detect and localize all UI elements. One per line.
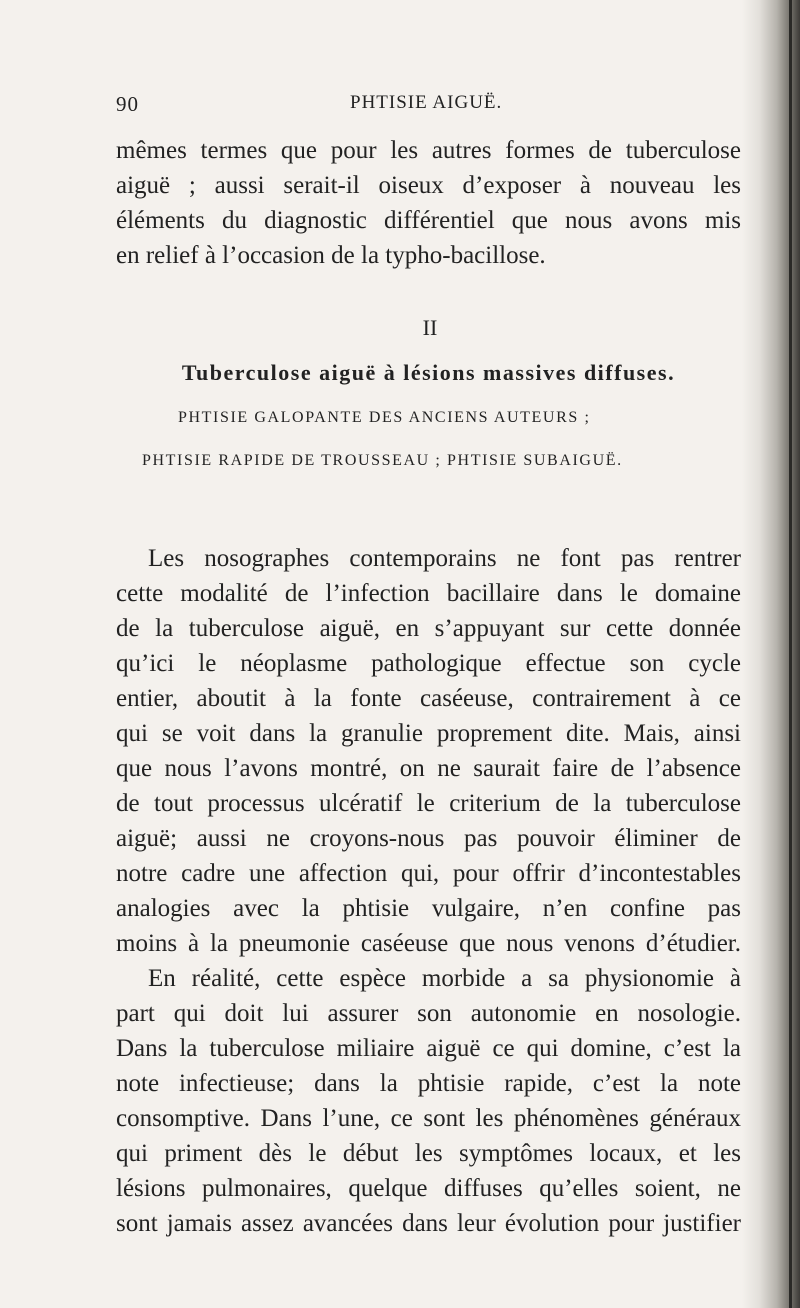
text-line: notre cadre une affection qui, pour offrir d’incontestables — [116, 860, 741, 887]
text-line: qui priment dès le début les symptômes locaux, et les — [116, 1140, 741, 1167]
section-number: II — [422, 315, 438, 340]
text-line: aiguë ; aussi serait-il oiseux d’exposer à nouveau les — [116, 172, 741, 199]
page-number: 90 — [116, 92, 139, 116]
text-line: En réalité, cette espèce morbide a sa physionomie à — [148, 965, 741, 992]
text-line: Dans la tuberculose miliaire aiguë ce qui domine, c’est la — [116, 1035, 741, 1062]
text-line: sont jamais assez avancées dans leur évolution pour justifier — [116, 1210, 741, 1237]
text-line: consomptive. Dans l’une, ce sont les phénomènes généraux — [116, 1105, 741, 1132]
text-line: cette modalité de l’infection bacillaire dans le domaine — [116, 580, 741, 607]
text-line: note infectieuse; dans la phtisie rapide, c’est la note — [116, 1070, 741, 1097]
paragraph-main — [116, 541, 741, 1241]
text-line: analogies avec la phtisie vulgaire, n’en confine pas — [116, 895, 741, 922]
section-subtitle-line: PHTISIE RAPIDE DE TROUSSEAU ; PHTISIE SUBAIGUË. — [142, 452, 623, 469]
text-line: aiguë; aussi ne croyons-nous pas pouvoir éliminer de — [116, 825, 741, 852]
text-line: qui se voit dans la granulie proprement dite. Mais, ainsi — [116, 720, 741, 747]
text-line: de tout processus ulcératif le criterium de la tuberculose — [116, 790, 741, 817]
text-line: mêmes termes que pour les autres formes de tuberculose — [116, 137, 741, 164]
text-line: moins à la pneumonie caséeuse que nous venons d’étudier. — [116, 930, 741, 957]
text-line: en relief à l’occasion de la typho-bacillose. — [116, 242, 546, 269]
section-subtitle-line: PHTISIE GALOPANTE DES ANCIENS AUTEURS ; — [178, 409, 591, 426]
running-title: PHTISIE AIGUË. — [350, 92, 503, 113]
text-line: de la tuberculose aiguë, en s’appuyant sur cette donnée — [116, 615, 741, 642]
text-line: qu’ici le néoplasme pathologique effectue son cycle — [116, 650, 741, 677]
text-line: part qui doit lui assurer son autonomie en nosologie. — [116, 1000, 741, 1027]
text-line: Les nosographes contemporains ne font pas rentrer — [148, 545, 741, 572]
text-line: éléments du diagnostic différentiel que nous avons mis — [116, 207, 741, 234]
page-edge-line — [789, 0, 792, 1308]
text-line: entier, aboutit à la fonte caséeuse, contrairement à ce — [116, 685, 741, 712]
section-title: Tuberculose aiguë à lésions massives diffuses. — [181, 360, 676, 385]
text-line: lésions pulmonaires, quelque diffuses qu’elles soient, ne — [116, 1175, 741, 1202]
running-head — [0, 90, 760, 122]
text-line: que nous l’avons montré, on ne saurait faire de l’absence — [116, 755, 741, 782]
paragraph-top — [116, 133, 741, 273]
